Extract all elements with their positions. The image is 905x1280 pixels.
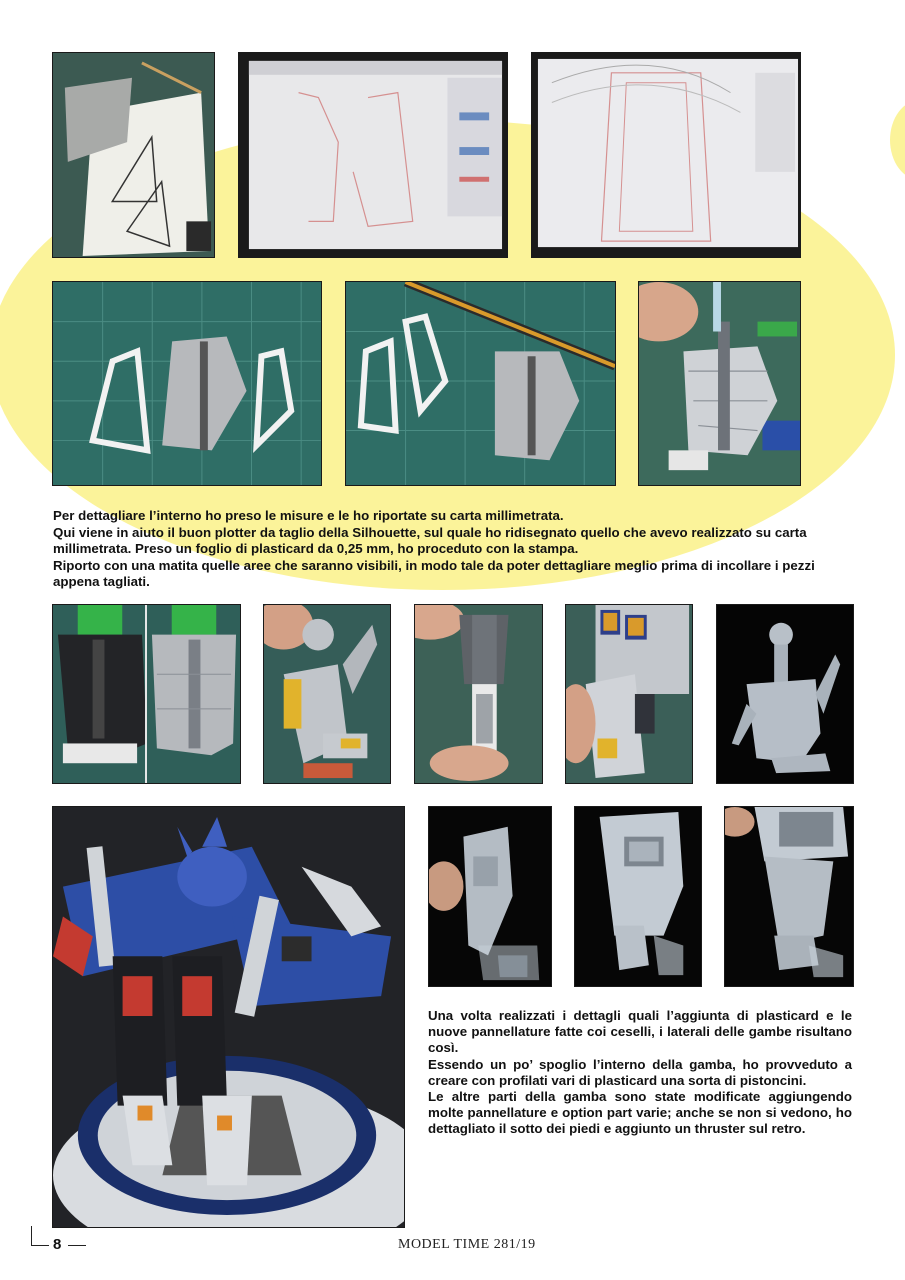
photo-cut-parts-mat-2 [345,281,616,486]
photo-cut-parts-mat-1 [52,281,322,486]
photo-leg-detail-blue [565,604,693,784]
top-paragraph [53,508,848,591]
bottom-paragraph-line-1: Una volta realizzati i dettagli quali l’aggiunta di plasticard e le nuove pannellature fatte coi ceselli, i laterali delle gambe risultano così. [428,1008,852,1056]
footer-page-number-rule [68,1245,86,1246]
photo-leg-on-stand-3 [724,806,854,987]
top-paragraph-line-1: Per dettagliare l’interno ho preso le misure e le ho riportate su carta millimetrata. [53,508,564,523]
yellow-edge-blob [890,100,905,180]
photo-leg-on-stand-2 [574,806,702,987]
photo-paper-template [52,52,215,258]
photo-leg-on-stand-1 [428,806,552,987]
top-paragraph-line-2: Qui viene in aiuto il buon plotter da taglio della Silhouette, sul quale ho ridisegnato quello che avevo realizzato su carta millimetrata. Preso un foglio di plasticard da 0,25 mm, ho proceduto con la stampa. [53,524,807,557]
photo-leg-dark-background [716,604,854,784]
photo-silhouette-screen-1 [238,52,508,258]
bottom-paragraph-line-3: Le altre parti della gamba sono state modificate aggiungendo molte pannellature e option part varie; anche se non si vedono, ho dettagliato il sotto dei piedi e aggiunto un thruster sul retro. [428,1089,852,1137]
page-number: 8 [53,1236,62,1253]
photo-leg-side-yellow [263,604,391,784]
photo-silhouette-screen-2 [531,52,801,258]
bottom-paragraph-line-2: Essendo un po’ spoglio l’interno della gamba, ho provveduto a creare con profilati vari di plasticard una sorta di pistoncini. [428,1056,852,1088]
footer-left-vertical-rule [31,1226,32,1246]
photo-gundam-completed [52,806,405,1228]
photo-leg-interior-comparison [52,604,241,784]
bottom-paragraph [428,1008,852,1138]
top-paragraph-line-3: Riporto con una matita quelle aree che saranno visibili, in modo tale da poter dettagliare meglio prima di incollare i pezzi appena tagliati. [53,557,815,590]
footer-left-horizontal-rule [31,1245,49,1246]
photo-leg-inner-frame [414,604,543,784]
magazine-issue: MODEL TIME 281/19 [398,1237,536,1252]
photo-hand-detailing [638,281,801,486]
